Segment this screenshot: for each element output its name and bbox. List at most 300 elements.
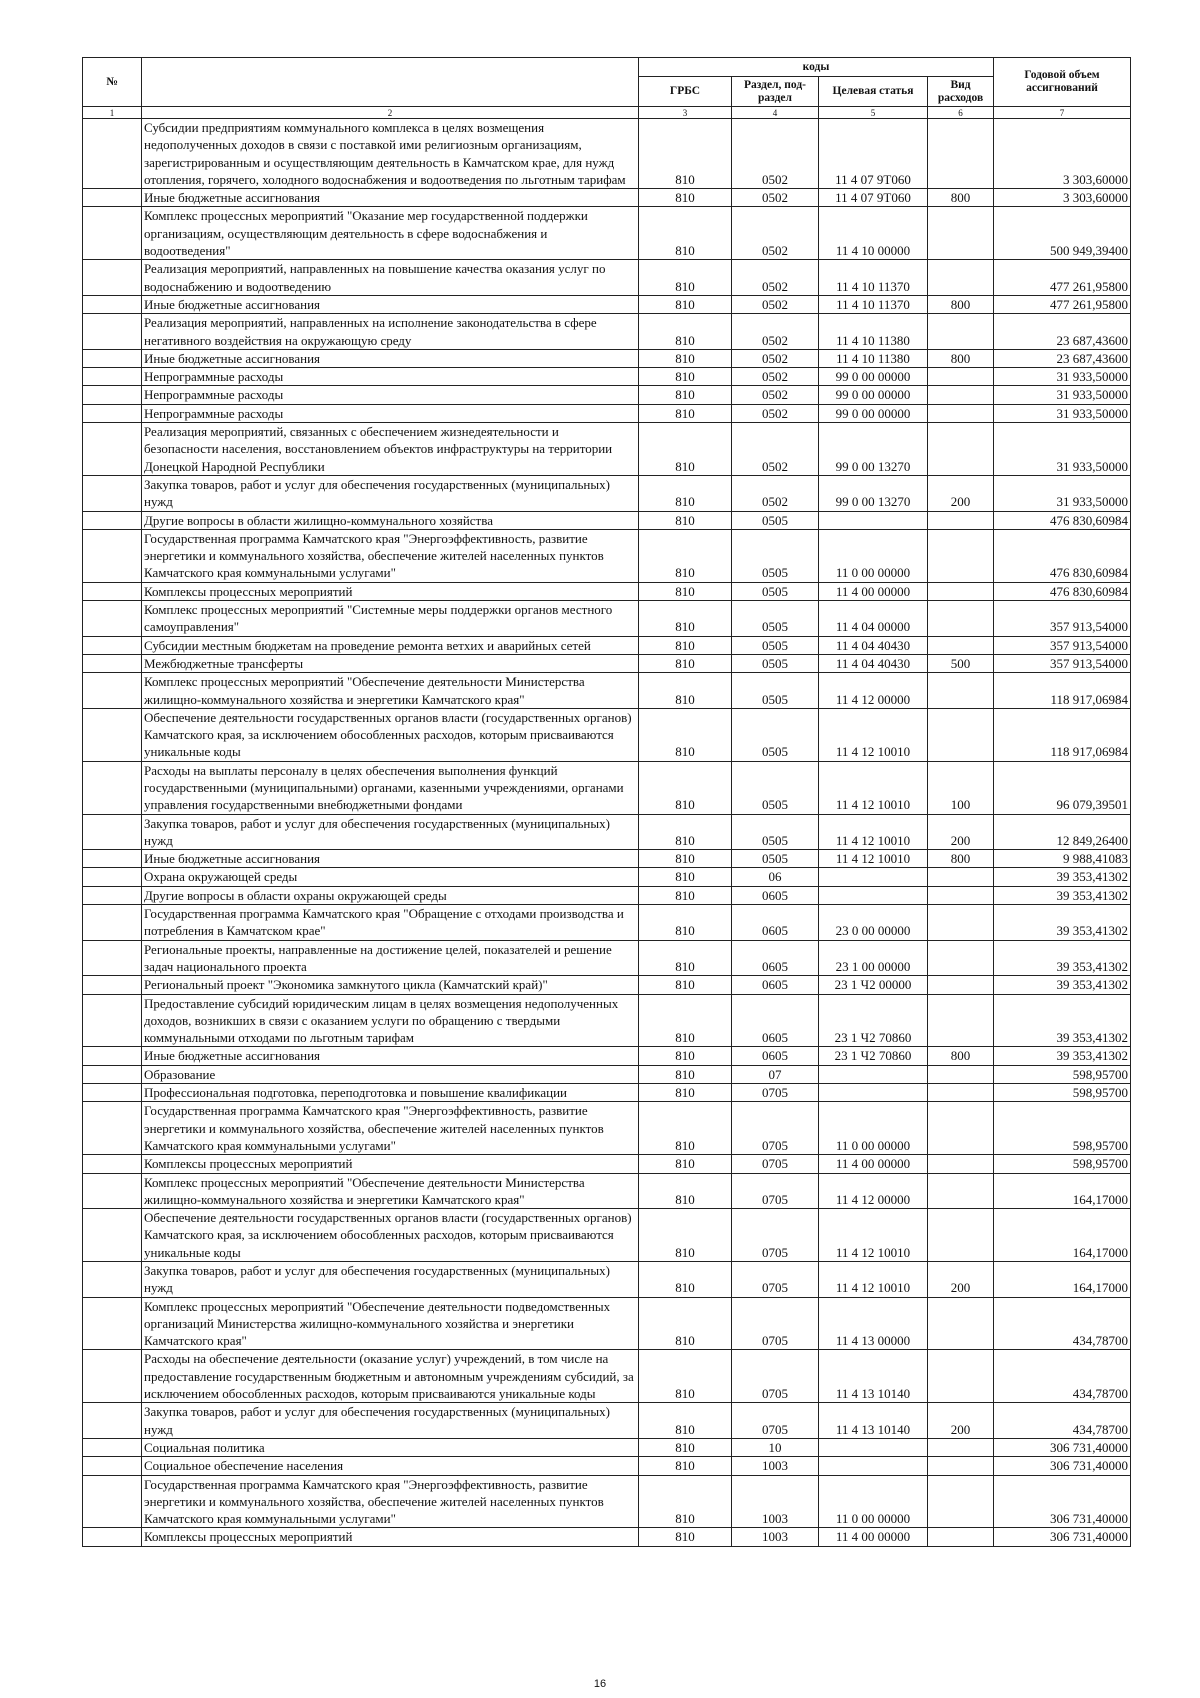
row-name-cell: Государственная программа Камчатского края "Энергоэффективность, развитие энергетики и коммунального хозяйства, обеспечение жителей населенных пунктов Камчатского края коммунальными услугами": [142, 529, 639, 582]
row-type-cell: [928, 905, 994, 941]
row-grbs-cell: 810: [639, 1438, 732, 1456]
table-row: [83, 1155, 1131, 1173]
table-row: [83, 582, 1131, 600]
row-target-cell: 11 4 00 00000: [819, 1155, 928, 1173]
row-name-cell: Предоставление субсидий юридическим лицам в целях возмещения недополученных доходов, возникших в связи с оказанием услуги по обращению с твердыми коммунальными отходами по льготным тарифам: [142, 994, 639, 1047]
row-number-cell: [83, 1047, 142, 1065]
row-target-cell: 99 0 00 13270: [819, 423, 928, 476]
row-target-cell: 11 4 12 00000: [819, 1173, 928, 1209]
row-target-cell: 11 4 10 11370: [819, 295, 928, 313]
table-row: [83, 404, 1131, 422]
row-amount-cell: 39 353,41302: [994, 868, 1131, 886]
header-amount: Годовой объем ассигнований: [994, 58, 1131, 107]
row-amount-cell: 31 933,50000: [994, 368, 1131, 386]
row-name-cell: Социальное обеспечение населения: [142, 1457, 639, 1475]
row-amount-cell: 3 303,60000: [994, 189, 1131, 207]
table-row: [83, 511, 1131, 529]
row-type-cell: 800: [928, 850, 994, 868]
row-type-cell: 100: [928, 761, 994, 814]
row-section-cell: 0505: [732, 636, 819, 654]
table-row: [83, 349, 1131, 367]
row-name-cell: Региональные проекты, направленные на достижение целей, показателей и решение задач национального проекта: [142, 940, 639, 976]
row-number-cell: [83, 1065, 142, 1083]
row-grbs-cell: 810: [639, 368, 732, 386]
row-grbs-cell: 810: [639, 1262, 732, 1298]
row-type-cell: [928, 368, 994, 386]
budget-sheet: [82, 57, 1130, 1547]
table-row: [83, 260, 1131, 296]
row-type-cell: [928, 976, 994, 994]
table-row: [83, 868, 1131, 886]
row-target-cell: 11 4 12 10010: [819, 708, 928, 761]
row-number-cell: [83, 260, 142, 296]
row-target-cell: 11 4 13 10140: [819, 1350, 928, 1403]
row-type-cell: 800: [928, 189, 994, 207]
table-row: [83, 1403, 1131, 1439]
row-name-cell: Государственная программа Камчатского края "Энергоэффективность, развитие энергетики и коммунального хозяйства, обеспечение жителей населенных пунктов Камчатского края коммунальными услугами": [142, 1102, 639, 1155]
row-name-cell: Комплексы процессных мероприятий: [142, 1528, 639, 1546]
row-target-cell: 99 0 00 00000: [819, 386, 928, 404]
row-grbs-cell: 810: [639, 1102, 732, 1155]
row-target-cell: [819, 511, 928, 529]
row-grbs-cell: 810: [639, 119, 732, 189]
table-body: [83, 119, 1131, 1547]
row-name-cell: Комплекс процессных мероприятий "Оказание мер государственной поддержки организациям, осуществляющим деятельность в сфере водоснабжения и водоотведения": [142, 207, 639, 260]
row-target-cell: 11 4 13 10140: [819, 1403, 928, 1439]
row-name-cell: Иные бюджетные ассигнования: [142, 349, 639, 367]
row-amount-cell: 31 933,50000: [994, 475, 1131, 511]
table-row: [83, 761, 1131, 814]
header-no: №: [83, 58, 142, 107]
table-row: [83, 529, 1131, 582]
header-section: Раздел, под-раздел: [732, 77, 819, 107]
table-row: [83, 976, 1131, 994]
row-section-cell: 1003: [732, 1528, 819, 1546]
row-section-cell: 0502: [732, 423, 819, 476]
row-section-cell: 0605: [732, 886, 819, 904]
row-target-cell: 99 0 00 00000: [819, 368, 928, 386]
row-amount-cell: 434,78700: [994, 1403, 1131, 1439]
row-number-cell: [83, 1457, 142, 1475]
row-name-cell: Непрограммные расходы: [142, 368, 639, 386]
row-name-cell: Комплексы процессных мероприятий: [142, 582, 639, 600]
row-grbs-cell: 810: [639, 511, 732, 529]
table-row: [83, 1297, 1131, 1350]
row-type-cell: [928, 1065, 994, 1083]
row-grbs-cell: 810: [639, 673, 732, 709]
row-type-cell: [928, 1102, 994, 1155]
row-amount-cell: 39 353,41302: [994, 1047, 1131, 1065]
row-grbs-cell: 810: [639, 1457, 732, 1475]
row-amount-cell: 164,17000: [994, 1173, 1131, 1209]
row-type-cell: [928, 582, 994, 600]
row-section-cell: 0505: [732, 850, 819, 868]
table-row: [83, 314, 1131, 350]
row-name-cell: Иные бюджетные ассигнования: [142, 850, 639, 868]
row-grbs-cell: 810: [639, 940, 732, 976]
row-type-cell: [928, 529, 994, 582]
row-number-cell: [83, 673, 142, 709]
row-number-cell: [83, 314, 142, 350]
row-name-cell: Государственная программа Камчатского края "Обращение с отходами производства и потребления в Камчатском крае": [142, 905, 639, 941]
row-amount-cell: 12 849,26400: [994, 814, 1131, 850]
row-number-cell: [83, 189, 142, 207]
row-section-cell: 0605: [732, 994, 819, 1047]
row-target-cell: 23 1 00 00000: [819, 940, 928, 976]
row-number-cell: [83, 404, 142, 422]
row-number-cell: [83, 636, 142, 654]
row-type-cell: [928, 423, 994, 476]
table-row: [83, 368, 1131, 386]
row-name-cell: Закупка товаров, работ и услуг для обеспечения государственных (муниципальных) нужд: [142, 1262, 639, 1298]
row-name-cell: Обеспечение деятельности государственных органов власти (государственных органов) Камчатского края, за исключением обособленных расходов, которым присваиваются уникальные коды: [142, 708, 639, 761]
row-target-cell: 11 4 12 10010: [819, 761, 928, 814]
header-grbs: ГРБС: [639, 77, 732, 107]
row-type-cell: [928, 1438, 994, 1456]
row-amount-cell: 3 303,60000: [994, 119, 1131, 189]
row-target-cell: 11 4 07 9Т060: [819, 189, 928, 207]
table-row: [83, 886, 1131, 904]
row-amount-cell: 39 353,41302: [994, 976, 1131, 994]
row-type-cell: 800: [928, 349, 994, 367]
row-amount-cell: 500 949,39400: [994, 207, 1131, 260]
row-number-cell: [83, 1262, 142, 1298]
row-section-cell: 0705: [732, 1403, 819, 1439]
table-row: [83, 708, 1131, 761]
row-name-cell: Реализация мероприятий, направленных на исполнение законодательства в сфере негативного воздействия на окружающую среду: [142, 314, 639, 350]
row-target-cell: 11 4 00 00000: [819, 1528, 928, 1546]
row-grbs-cell: 810: [639, 868, 732, 886]
row-type-cell: [928, 1173, 994, 1209]
row-type-cell: [928, 601, 994, 637]
row-grbs-cell: 810: [639, 886, 732, 904]
table-row: [83, 1438, 1131, 1456]
row-number-cell: [83, 1209, 142, 1262]
row-number-cell: [83, 1350, 142, 1403]
row-amount-cell: 477 261,95800: [994, 260, 1131, 296]
table-row: [83, 1173, 1131, 1209]
row-section-cell: 0502: [732, 368, 819, 386]
row-amount-cell: 118 917,06984: [994, 708, 1131, 761]
row-section-cell: 1003: [732, 1457, 819, 1475]
row-number-cell: [83, 295, 142, 313]
column-number: 6: [928, 107, 994, 119]
row-type-cell: [928, 886, 994, 904]
row-target-cell: 11 4 10 00000: [819, 207, 928, 260]
row-amount-cell: 23 687,43600: [994, 314, 1131, 350]
row-name-cell: Комплекс процессных мероприятий "Обеспечение деятельности подведомственных организаций Министерства жилищно-коммунального хозяйства и энергетики Камчатского края": [142, 1297, 639, 1350]
row-amount-cell: 598,95700: [994, 1102, 1131, 1155]
row-grbs-cell: 810: [639, 314, 732, 350]
row-type-cell: [928, 314, 994, 350]
row-grbs-cell: 810: [639, 601, 732, 637]
row-number-cell: [83, 1084, 142, 1102]
row-name-cell: Иные бюджетные ассигнования: [142, 1047, 639, 1065]
row-type-cell: [928, 511, 994, 529]
table-row: [83, 1528, 1131, 1546]
row-amount-cell: 31 933,50000: [994, 386, 1131, 404]
row-number-cell: [83, 868, 142, 886]
column-number: 1: [83, 107, 142, 119]
row-type-cell: 200: [928, 1262, 994, 1298]
row-section-cell: 0505: [732, 708, 819, 761]
row-name-cell: Социальная политика: [142, 1438, 639, 1456]
row-name-cell: Комплекс процессных мероприятий "Обеспечение деятельности Министерства жилищно-коммунального хозяйства и энергетики Камчатского края": [142, 1173, 639, 1209]
row-name-cell: Расходы на выплаты персоналу в целях обеспечения выполнения функций государственными (муниципальными) органами, казенными учреждениями, органами управления государственными внебюджетными фондами: [142, 761, 639, 814]
row-amount-cell: 598,95700: [994, 1155, 1131, 1173]
row-section-cell: 0502: [732, 260, 819, 296]
row-target-cell: [819, 886, 928, 904]
row-amount-cell: 477 261,95800: [994, 295, 1131, 313]
row-section-cell: 10: [732, 1438, 819, 1456]
row-grbs-cell: 810: [639, 207, 732, 260]
row-number-cell: [83, 976, 142, 994]
row-type-cell: [928, 1475, 994, 1528]
row-section-cell: 0502: [732, 349, 819, 367]
row-type-cell: 800: [928, 1047, 994, 1065]
row-target-cell: 11 4 00 00000: [819, 582, 928, 600]
row-target-cell: 11 4 13 00000: [819, 1297, 928, 1350]
row-grbs-cell: 810: [639, 850, 732, 868]
row-amount-cell: 9 988,41083: [994, 850, 1131, 868]
row-name-cell: Закупка товаров, работ и услуг для обеспечения государственных (муниципальных) нужд: [142, 814, 639, 850]
row-number-cell: [83, 207, 142, 260]
row-grbs-cell: 810: [639, 761, 732, 814]
row-target-cell: 11 4 12 10010: [819, 1209, 928, 1262]
row-target-cell: 11 4 12 10010: [819, 814, 928, 850]
row-type-cell: [928, 708, 994, 761]
row-number-cell: [83, 349, 142, 367]
row-grbs-cell: 810: [639, 582, 732, 600]
row-number-cell: [83, 119, 142, 189]
row-target-cell: 11 4 04 40430: [819, 654, 928, 672]
row-type-cell: 500: [928, 654, 994, 672]
row-type-cell: [928, 994, 994, 1047]
row-number-cell: [83, 1438, 142, 1456]
table-row: [83, 850, 1131, 868]
row-type-cell: [928, 1350, 994, 1403]
row-section-cell: 07: [732, 1065, 819, 1083]
row-amount-cell: 31 933,50000: [994, 423, 1131, 476]
row-amount-cell: 598,95700: [994, 1084, 1131, 1102]
row-target-cell: [819, 868, 928, 886]
row-number-cell: [83, 940, 142, 976]
row-target-cell: 11 4 04 40430: [819, 636, 928, 654]
row-number-cell: [83, 386, 142, 404]
row-type-cell: [928, 207, 994, 260]
row-grbs-cell: 810: [639, 349, 732, 367]
row-amount-cell: 23 687,43600: [994, 349, 1131, 367]
row-name-cell: Государственная программа Камчатского края "Энергоэффективность, развитие энергетики и коммунального хозяйства, обеспечение жителей населенных пунктов Камчатского края коммунальными услугами": [142, 1475, 639, 1528]
row-name-cell: Обеспечение деятельности государственных органов власти (государственных органов) Камчатского края, за исключением обособленных расходов, которым присваиваются уникальные коды: [142, 1209, 639, 1262]
table-row: [83, 601, 1131, 637]
row-number-cell: [83, 475, 142, 511]
row-type-cell: 200: [928, 1403, 994, 1439]
row-section-cell: 0705: [732, 1297, 819, 1350]
row-grbs-cell: 810: [639, 905, 732, 941]
row-type-cell: [928, 404, 994, 422]
row-section-cell: 0505: [732, 761, 819, 814]
row-name-cell: Другие вопросы в области жилищно-коммунального хозяйства: [142, 511, 639, 529]
row-target-cell: 11 0 00 00000: [819, 529, 928, 582]
row-name-cell: Закупка товаров, работ и услуг для обеспечения государственных (муниципальных) нужд: [142, 1403, 639, 1439]
row-type-cell: [928, 386, 994, 404]
row-section-cell: 0605: [732, 940, 819, 976]
row-section-cell: 0502: [732, 386, 819, 404]
row-target-cell: 11 4 07 9Т060: [819, 119, 928, 189]
row-grbs-cell: 810: [639, 654, 732, 672]
row-amount-cell: 357 913,54000: [994, 601, 1131, 637]
row-amount-cell: 357 913,54000: [994, 654, 1131, 672]
header-codes: коды: [639, 58, 994, 77]
table-row: [83, 994, 1131, 1047]
row-section-cell: 0502: [732, 207, 819, 260]
row-type-cell: [928, 1457, 994, 1475]
row-section-cell: 1003: [732, 1475, 819, 1528]
row-name-cell: Реализация мероприятий, направленных на повышение качества оказания услуг по водоснабжению и водоотведению: [142, 260, 639, 296]
row-grbs-cell: 810: [639, 1528, 732, 1546]
row-section-cell: 0505: [732, 582, 819, 600]
header-target: Целевая статья: [819, 77, 928, 107]
row-section-cell: 0705: [732, 1155, 819, 1173]
row-section-cell: 0505: [732, 814, 819, 850]
row-amount-cell: 434,78700: [994, 1350, 1131, 1403]
row-target-cell: [819, 1438, 928, 1456]
row-grbs-cell: 810: [639, 1350, 732, 1403]
row-amount-cell: 306 731,40000: [994, 1528, 1131, 1546]
table-row: [83, 940, 1131, 976]
row-amount-cell: 39 353,41302: [994, 905, 1131, 941]
table-row: [83, 119, 1131, 189]
row-grbs-cell: 810: [639, 404, 732, 422]
row-type-cell: [928, 119, 994, 189]
row-amount-cell: 306 731,40000: [994, 1457, 1131, 1475]
row-name-cell: Реализация мероприятий, связанных с обеспечением жизнедеятельности и безопасности населения, восстановлением объектов инфраструктуры на территории Донецкой Народной Республики: [142, 423, 639, 476]
row-number-cell: [83, 601, 142, 637]
row-amount-cell: 96 079,39501: [994, 761, 1131, 814]
row-grbs-cell: 810: [639, 1475, 732, 1528]
row-grbs-cell: 810: [639, 1403, 732, 1439]
row-number-cell: [83, 654, 142, 672]
row-target-cell: 23 0 00 00000: [819, 905, 928, 941]
row-amount-cell: 39 353,41302: [994, 886, 1131, 904]
row-target-cell: [819, 1065, 928, 1083]
row-section-cell: 0502: [732, 119, 819, 189]
row-number-cell: [83, 994, 142, 1047]
row-section-cell: 0705: [732, 1102, 819, 1155]
row-section-cell: 0505: [732, 529, 819, 582]
row-name-cell: Непрограммные расходы: [142, 404, 639, 422]
row-amount-cell: 164,17000: [994, 1209, 1131, 1262]
row-type-cell: [928, 1084, 994, 1102]
row-name-cell: Образование: [142, 1065, 639, 1083]
table-row: [83, 1475, 1131, 1528]
column-number: 3: [639, 107, 732, 119]
table-row: [83, 1102, 1131, 1155]
row-section-cell: 0502: [732, 189, 819, 207]
row-grbs-cell: 810: [639, 386, 732, 404]
row-target-cell: [819, 1457, 928, 1475]
row-type-cell: [928, 1209, 994, 1262]
row-section-cell: 0505: [732, 601, 819, 637]
row-amount-cell: 118 917,06984: [994, 673, 1131, 709]
row-section-cell: 0605: [732, 1047, 819, 1065]
table-row: [83, 636, 1131, 654]
row-grbs-cell: 810: [639, 423, 732, 476]
table-row: [83, 654, 1131, 672]
row-amount-cell: 598,95700: [994, 1065, 1131, 1083]
row-section-cell: 0705: [732, 1209, 819, 1262]
row-amount-cell: 476 830,60984: [994, 511, 1131, 529]
row-grbs-cell: 810: [639, 260, 732, 296]
row-grbs-cell: 810: [639, 475, 732, 511]
column-number: 7: [994, 107, 1131, 119]
row-name-cell: Другие вопросы в области охраны окружающей среды: [142, 886, 639, 904]
row-amount-cell: 476 830,60984: [994, 529, 1131, 582]
row-type-cell: [928, 260, 994, 296]
table-row: [83, 295, 1131, 313]
row-name-cell: Охрана окружающей среды: [142, 868, 639, 886]
row-grbs-cell: 810: [639, 189, 732, 207]
row-section-cell: 0705: [732, 1262, 819, 1298]
row-amount-cell: 306 731,40000: [994, 1438, 1131, 1456]
row-number-cell: [83, 368, 142, 386]
row-section-cell: 0502: [732, 314, 819, 350]
row-target-cell: 99 0 00 13270: [819, 475, 928, 511]
row-target-cell: 11 0 00 00000: [819, 1475, 928, 1528]
row-amount-cell: 164,17000: [994, 1262, 1131, 1298]
row-number-cell: [83, 1102, 142, 1155]
row-type-cell: [928, 940, 994, 976]
row-target-cell: 11 4 10 11380: [819, 314, 928, 350]
row-name-cell: Межбюджетные трансферты: [142, 654, 639, 672]
row-grbs-cell: 810: [639, 976, 732, 994]
row-number-cell: [83, 1528, 142, 1546]
row-type-cell: [928, 636, 994, 654]
column-number: 2: [142, 107, 639, 119]
row-number-cell: [83, 1297, 142, 1350]
column-number: 5: [819, 107, 928, 119]
row-name-cell: Иные бюджетные ассигнования: [142, 295, 639, 313]
row-grbs-cell: 810: [639, 1173, 732, 1209]
row-target-cell: 11 4 12 10010: [819, 1262, 928, 1298]
row-section-cell: 0505: [732, 654, 819, 672]
row-number-cell: [83, 850, 142, 868]
row-type-cell: 800: [928, 295, 994, 313]
row-type-cell: [928, 673, 994, 709]
row-grbs-cell: 810: [639, 636, 732, 654]
row-type-cell: [928, 1297, 994, 1350]
header-name: [142, 58, 639, 107]
row-type-cell: 200: [928, 814, 994, 850]
row-grbs-cell: 810: [639, 814, 732, 850]
row-section-cell: 0505: [732, 511, 819, 529]
table-row: [83, 1209, 1131, 1262]
row-type-cell: [928, 1155, 994, 1173]
row-grbs-cell: 810: [639, 994, 732, 1047]
table-row: [83, 814, 1131, 850]
row-amount-cell: 357 913,54000: [994, 636, 1131, 654]
row-name-cell: Профессиональная подготовка, переподготовка и повышение квалификации: [142, 1084, 639, 1102]
row-name-cell: Комплекс процессных мероприятий "Обеспечение деятельности Министерства жилищно-коммунального хозяйства и энергетики Камчатского края": [142, 673, 639, 709]
table-row: [83, 207, 1131, 260]
table-row: [83, 423, 1131, 476]
row-target-cell: 11 4 10 11380: [819, 349, 928, 367]
row-section-cell: 0605: [732, 905, 819, 941]
row-name-cell: Закупка товаров, работ и услуг для обеспечения государственных (муниципальных) нужд: [142, 475, 639, 511]
table-row: [83, 1262, 1131, 1298]
row-amount-cell: 39 353,41302: [994, 994, 1131, 1047]
